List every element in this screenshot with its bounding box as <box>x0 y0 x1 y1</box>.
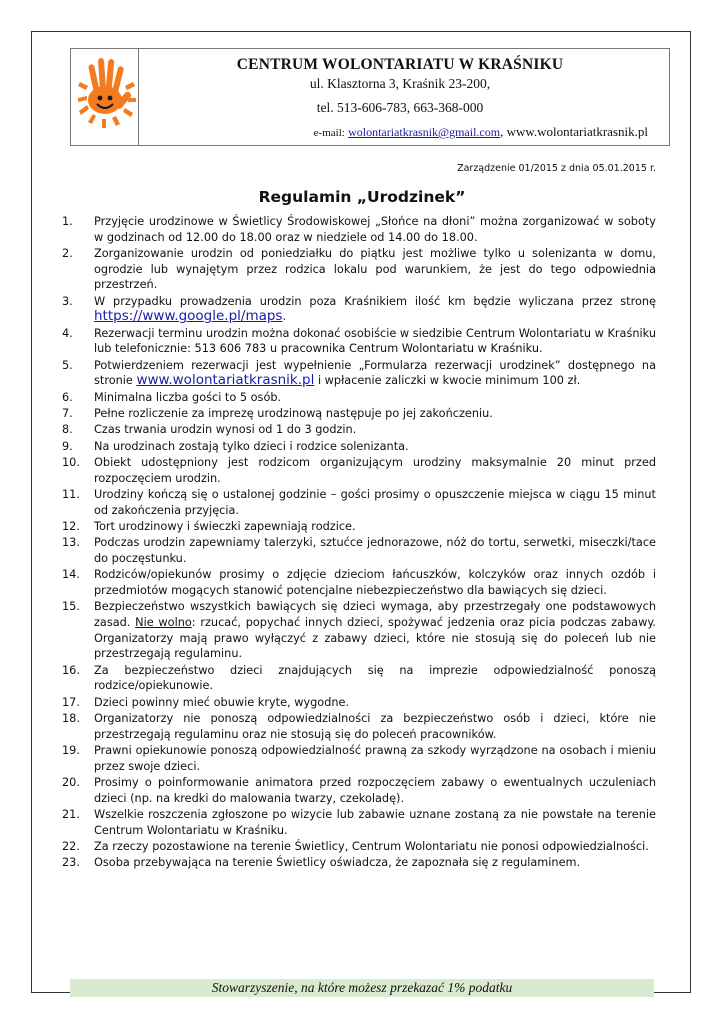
rule-text <box>94 599 656 661</box>
rule-text-part: : rzucać, popychać innych dzieci, spożywać jedzenia oraz picia podczas zabawy. Organizatorzy mają prawo wyłączyć z zabawy dzieci, które nie stosują się do poleceń lub nie przestrzegają regulaminu. <box>94 616 656 661</box>
rule-text-part: . <box>282 310 287 324</box>
rule-item <box>62 439 656 455</box>
letterhead-divider <box>138 48 139 146</box>
rule-item <box>62 807 656 838</box>
hand-sun-logo <box>78 52 136 142</box>
organization-name: CENTRUM WOLONTARIATU W KRAŚNIKU <box>236 56 564 73</box>
rule-text: Za rzeczy pozostawione na terenie Świetlicy, Centrum Wolontariatu nie ponosi odpowiedzialności. <box>94 839 649 853</box>
rule-emphasis: Nie wolno <box>135 616 192 629</box>
rule-number: 3. <box>62 294 73 308</box>
rule-item <box>62 839 656 855</box>
email-link[interactable]: wolontariatkrasnik@gmail.com <box>348 125 501 139</box>
rule-item <box>62 455 656 486</box>
rule-number: 22. <box>62 839 80 853</box>
rule-text: Pełne rozliczenie za imprezę urodzinową następuje po jej zakończeniu. <box>94 406 493 420</box>
rule-text: Wszelkie roszczenia zgłoszone po wizycie lub zabawie uznane zostaną za nie powstałe na terenie Centrum Wolontariatu w Kraśniku. <box>94 807 656 837</box>
rules-list <box>62 214 656 872</box>
rule-number: 11. <box>62 488 80 502</box>
rule-item <box>62 599 656 661</box>
rule-text: Minimalna liczba gości to 5 osób. <box>94 390 282 404</box>
rule-text: Tort urodzinowy i świeczki zapewniają rodzice. <box>94 520 356 534</box>
organization-address: ul. Klasztorna 3, Kraśnik 23-200, <box>309 76 491 91</box>
rule-text: Rodziców/opiekunów prosimy o zdjęcie dzieciom łańcuszków, kolczyków oraz innych ozdób i przedmiotów mogących stanowić potencjalne niebezpieczeństwo dla bawiących się dzieci. <box>94 568 656 598</box>
rule-item <box>62 294 656 325</box>
rule-text: Rezerwacji terminu urodzin można dokonać osobiście w siedzibie Centrum Wolontariatu w Kraśniku lub telefonicznie: 513 606 783 u pracownika Centrum Wolontariatu w Kraśniku. <box>94 326 656 356</box>
rule-text-part: i wpłacenie zaliczki w kwocie minimum 100 zł. <box>314 374 581 388</box>
rule-number: 9. <box>62 439 73 453</box>
rule-number: 12. <box>62 520 80 534</box>
rule-link[interactable]: www.wolontariatkrasnik.pl <box>136 372 315 389</box>
rule-item <box>62 214 656 245</box>
rule-number: 16. <box>62 663 80 677</box>
rule-item <box>62 775 656 806</box>
rule-text: Obiekt udostępniony jest rodzicom organizującym urodziny maksymalnie 20 minut przed rozpoczęciem urodzin. <box>94 456 656 485</box>
rule-number: 5. <box>62 358 73 372</box>
organization-phone: tel. 513-606-783, 663-368-000 <box>316 100 484 115</box>
rule-item <box>62 567 656 598</box>
rule-item <box>62 663 656 694</box>
rule-text: Organizatorzy nie ponoszą odpowiedzialności za bezpieczeństwo osób i dzieci, które nie przestrzegają regulaminu oraz nie stosują się do poleceń pracowników. <box>94 711 656 741</box>
rule-number: 19. <box>62 743 80 757</box>
rule-number: 4. <box>62 326 73 340</box>
rule-number: 2. <box>62 246 73 260</box>
rule-text: Dzieci powinny mieć obuwie kryte, wygodne. <box>94 695 350 709</box>
rule-text: Prawni opiekunowie ponoszą odpowiedzialność prawną za szkody wyrządzone na osobach i mieniu przez swoje dzieci. <box>94 743 656 773</box>
rule-item <box>62 519 656 535</box>
footer-banner: Stowarzyszenie, na które możesz przekazać 1% podatku <box>70 979 654 997</box>
rule-item <box>62 246 656 293</box>
rule-item <box>62 535 656 566</box>
rule-text: Czas trwania urodzin wynosi od 1 do 3 godzin. <box>94 423 357 437</box>
rule-text: Przyjęcie urodzinowe w Świetlicy Środowiskowej „Słońce na dłoni” można zorganizować w soboty w godzinach od 12.00 do 18.00 oraz w niedziele od 14.00 do 18.00. <box>94 215 656 244</box>
rule-number: 8. <box>62 423 73 437</box>
rule-number: 10. <box>62 456 80 470</box>
rule-text <box>94 294 656 325</box>
decree-reference: Zarządzenie 01/2015 z dnia 05.01.2015 r. <box>457 163 656 174</box>
rule-text: Prosimy o poinformowanie animatora przed rozpoczęciem zabawy o ewentualnych uczuleniach dzieci (np. na kredki do malowania twarzy, czekoladę). <box>94 775 656 805</box>
rule-text: Urodziny kończą się o ustalonej godzinie – gości prosimy o opuszczenie miejsca w ciągu 15 minut od zakończenia przyjęcia. <box>94 488 656 517</box>
rule-number: 18. <box>62 711 80 725</box>
rule-number: 13. <box>62 536 80 550</box>
rule-number: 1. <box>62 215 73 228</box>
rule-item <box>62 326 656 357</box>
rule-number: 20. <box>62 775 80 789</box>
rule-number: 17. <box>62 695 80 709</box>
rule-item <box>62 358 656 389</box>
document-title: Regulamin „Urodzinek” <box>258 188 466 206</box>
organization-contact <box>150 124 650 140</box>
rule-item <box>62 487 656 518</box>
rule-number: 23. <box>62 856 80 870</box>
rule-number: 14. <box>62 568 80 582</box>
rule-text: Na urodzinach zostają tylko dzieci i rodzice solenizanta. <box>94 439 409 453</box>
rule-number: 15. <box>62 600 80 614</box>
rule-item <box>62 855 656 871</box>
rule-number: 21. <box>62 807 80 821</box>
rule-text: Za bezpieczeństwo dzieci znajdujących się na imprezie odpowiedzialność ponoszą rodzice/opiekunowie. <box>94 663 656 693</box>
rule-text: Osoba przebywająca na terenie Świetlicy oświadcza, że zapoznała się z regulaminem. <box>94 856 581 870</box>
rule-item <box>62 390 656 406</box>
rule-item <box>62 422 656 438</box>
rule-item <box>62 406 656 422</box>
rule-text-part: Potwierdzeniem rezerwacji jest wypełnienie „Formularza rezerwacji urodzinek” dostępnego na stronie <box>94 358 656 388</box>
website-text: , www.wolontariatkrasnik.pl <box>500 124 648 139</box>
rule-text-part: W przypadku prowadzenia urodzin poza Kraśnikiem ilość km będzie wyliczana przez stronę <box>94 294 656 308</box>
rule-number: 7. <box>62 406 73 420</box>
rule-link[interactable]: https://www.google.pl/maps <box>94 308 283 325</box>
rule-text <box>94 358 656 389</box>
rule-item <box>62 743 656 774</box>
rule-item <box>62 711 656 742</box>
rule-text-part: Bezpieczeństwo wszystkich bawiących się dzieci wymaga, aby przestrzegały one podstawowych zasad. <box>94 600 656 629</box>
rule-item <box>62 695 656 711</box>
email-label: e-mail: <box>313 127 345 139</box>
rule-text: Podczas urodzin zapewniamy talerzyki, sztućce jednorazowe, nóż do tortu, serwetki, miseczki/tace do poczęstunku. <box>94 536 656 566</box>
rule-text: Zorganizowanie urodzin od poniedziałku do piątku jest możliwe tylko u solenizanta w domu, ogrodzie lub wynajętym przez rodzica lokalu pod warunkiem, że jest do tego odpowiednia przestrzeń. <box>94 246 656 292</box>
rule-number: 6. <box>62 390 73 404</box>
